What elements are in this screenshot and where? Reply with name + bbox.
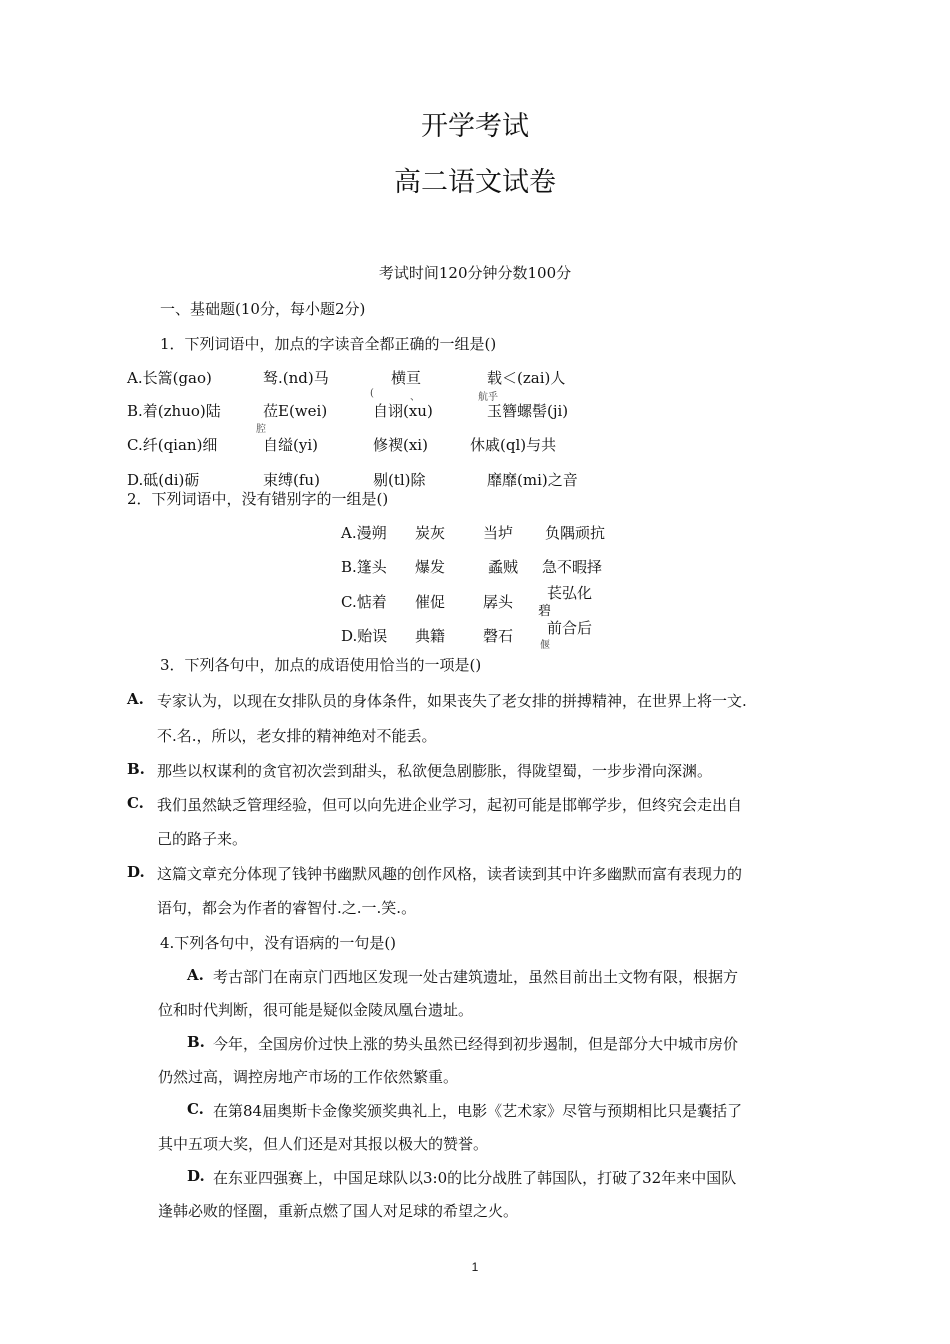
exam-info: 考试时间120分钟分数100分	[378, 264, 572, 282]
paper-title: 高二语文试卷	[394, 167, 556, 198]
q2-option-a-4: 负隅顽抗	[545, 524, 606, 542]
q3-option-a-line2: 不.名.，所以，老女排的精神绝对不能丢。	[157, 727, 437, 745]
q4-option-b-label: B.	[187, 1033, 205, 1051]
q1-option-a-3: 横亘	[391, 369, 422, 387]
q2-option-a-1: A.漫朔	[341, 524, 387, 542]
q4-option-a-line1: 考古部门在南京门西地区发现一处古建筑遗址，虽然目前出土文物有限，根据方	[213, 968, 739, 986]
q1-option-c-3: 修褉(xi)	[373, 436, 428, 454]
q2-option-c-2: 催促	[415, 593, 446, 611]
q1-option-c-4: 休戚(ql)与共	[470, 436, 557, 454]
q1-option-d-4: 靡靡(mi)之音	[487, 471, 578, 489]
q2-option-d-1: D.贻误	[341, 627, 388, 645]
q1-option-a-1: A.长篙(gao)	[127, 369, 212, 387]
q4-option-a-label: A.	[187, 966, 204, 984]
q1-fragment-3: 航乎	[478, 392, 498, 403]
q2-option-d-3: 磬石	[483, 627, 514, 645]
q2-option-d-2: 典籍	[415, 627, 446, 645]
q1-option-d-2: 束缚(fu)	[263, 471, 320, 489]
q3-option-b-line1: 那些以权谋利的贪官初次尝到甜头，私欲便急剧膨胀，得陇望蜀，一步步滑向深渊。	[157, 762, 713, 780]
q4-option-b-line2: 仍然过高，调控房地产市场的工作依然繁重。	[158, 1068, 459, 1086]
q4-option-c-line2: 其中五项大奖，但人们还是对其报以极大的赞誉。	[158, 1135, 489, 1153]
q1-option-b-3: 自诩(xu)	[373, 402, 433, 420]
q2-fragment-2: 偃	[540, 640, 550, 651]
q1-option-c-1: C.纤(qian)细	[127, 436, 218, 454]
q1-fragment-4: 腔	[256, 424, 266, 435]
q1-fragment-1: (	[370, 388, 374, 399]
q1-stem: 1．下列词语中，加点的字读音全都正确的一组是()	[160, 335, 497, 353]
q3-stem: 3．下列各句中，加点的成语使用恰当的一项是()	[160, 656, 482, 674]
q3-option-c-label: C.	[127, 794, 144, 812]
q3-option-c-line1: 我们虽然缺乏管理经验，但可以向先进企业学习，起初可能是邯郸学步，但终究会走出自	[157, 796, 743, 814]
q3-option-d-label: D.	[127, 863, 145, 881]
q2-option-c-3: 孱头	[483, 593, 514, 611]
q1-option-a-2: 驽.(nd)马	[263, 369, 329, 387]
q4-option-a-line2: 位和时代判断，很可能是疑似金陵凤凰台遗址。	[158, 1001, 474, 1019]
page-number: 1	[471, 1260, 479, 1274]
q2-option-d-4: 前合后	[547, 619, 593, 637]
q2-option-b-2: 爆发	[415, 558, 446, 576]
q1-option-b-4: 玉簪螺髻(ji)	[487, 402, 569, 420]
q4-option-d-line2: 逢韩必败的怪圈，重新点燃了国人对足球的希望之火。	[158, 1202, 519, 1220]
q1-option-b-1: B.着(zhuo)陆	[127, 402, 221, 420]
q4-option-b-line1: 今年，全国房价过快上涨的势头虽然已经得到初步遏制，但是部分大中城市房价	[213, 1035, 739, 1053]
q3-option-a-label: A.	[127, 690, 144, 708]
q1-option-d-3: 剔(tl)除	[373, 471, 426, 489]
q2-option-a-2: 炭灰	[415, 524, 446, 542]
q3-option-a-line1: 专家认为，以现在女排队员的身体条件，如果丧失了老女排的拼搏精神，在世界上将一文.	[157, 692, 747, 710]
q4-option-d-line1: 在东亚四强赛上，中国足球队以3:0的比分战胜了韩国队，打破了32年来中国队	[213, 1169, 737, 1187]
q2-option-a-3: 当垆	[483, 524, 514, 542]
q4-option-c-label: C.	[187, 1100, 204, 1118]
q4-stem: 4.下列各句中，没有语病的一句是()	[160, 934, 397, 952]
q2-option-b-3: 蟊贼	[488, 558, 519, 576]
q4-option-d-label: D.	[187, 1167, 205, 1185]
q2-stem: 2．下列词语中，没有错别字的一组是()	[127, 490, 389, 508]
q3-option-c-line2: 己的路子来。	[157, 830, 248, 848]
q2-option-c-1: C.惦着	[341, 593, 387, 611]
q2-option-b-1: B.篷头	[341, 558, 387, 576]
q3-option-b-label: B.	[127, 760, 145, 778]
q2-option-c-4: 苌弘化	[547, 584, 593, 602]
q3-option-d-line1: 这篇文章充分体现了钱钟书幽默风趣的创作风格，读者读到其中许多幽默而富有表现力的	[157, 865, 743, 883]
q1-option-d-1: D.砥(di)砺	[127, 471, 200, 489]
q2-option-b-4: 急不暇择	[542, 558, 603, 576]
section-heading: 一、基础题(10分，每小题2分)	[160, 300, 366, 318]
q1-fragment-2: 、	[410, 392, 420, 403]
q1-option-c-2: 自缢(yi)	[263, 436, 318, 454]
q1-option-b-2: 莅E(wei)	[263, 402, 328, 420]
q1-option-a-4: 载＜(zai)人	[487, 369, 566, 387]
exam-title: 开学考试	[421, 111, 529, 142]
q3-option-d-line2: 语句，都会为作者的睿智付.之.一.笑.。	[157, 899, 417, 917]
q2-fragment-1: 碧	[538, 604, 552, 619]
q4-option-c-line1: 在第84届奥斯卡金像奖颁奖典礼上，电影《艺术家》尽管与预期相比只是囊括了	[213, 1102, 743, 1120]
